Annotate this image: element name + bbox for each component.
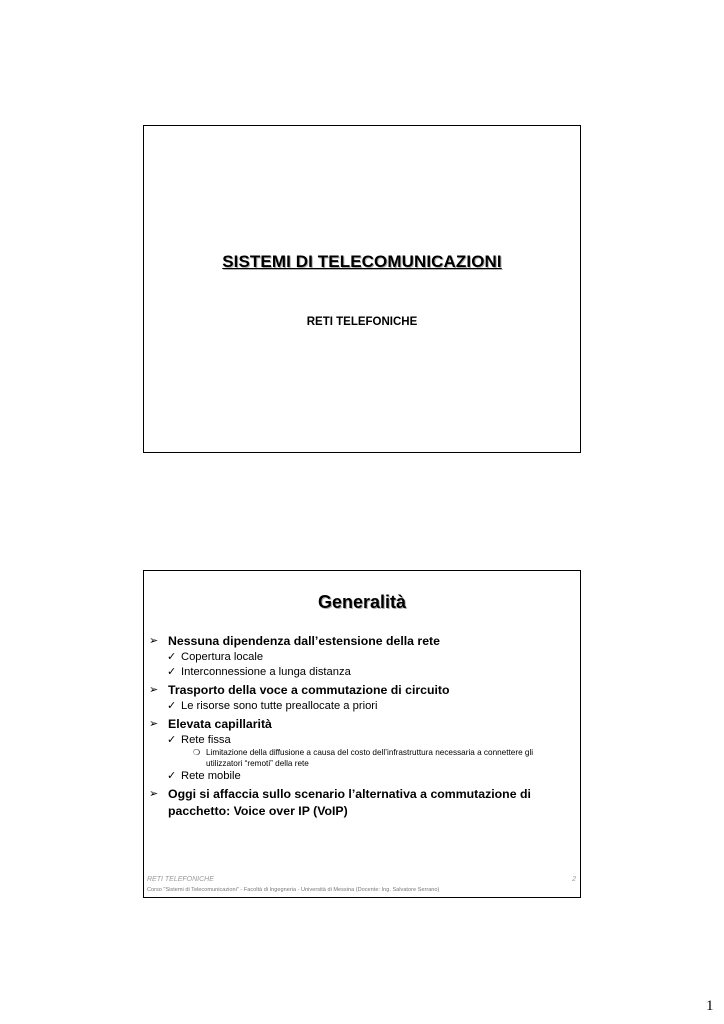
checkmark-icon: ✓ (167, 651, 177, 663)
circle-bullet-icon: ❍ (193, 748, 201, 757)
bullet-2-text: Trasporto della voce a commutazione di circuito (168, 683, 450, 697)
bullet-1-text: Nessuna dipendenza dall’estensione della rete (168, 634, 440, 648)
bullet-4-text: Oggi si affaccia sullo scenario l’alternativa a commutazione di pacchetto: Voice over IP (VoIP) (168, 787, 531, 818)
bullet-3 (149, 716, 570, 733)
bullet-3a-i (192, 748, 570, 769)
bullet-3a-text: Rete fissa (181, 734, 231, 746)
bullet-2a-text: Le risorse sono tutte preallocate a priori (181, 700, 378, 712)
slide-2 (143, 570, 581, 898)
bullet-3a (156, 733, 570, 748)
bullet-1 (149, 633, 570, 650)
bullet-2a (156, 699, 570, 714)
arrow-bullet-icon: ➢ (149, 684, 159, 696)
slide-number: 2 (572, 876, 576, 883)
checkmark-icon: ✓ (167, 770, 177, 782)
slide-2-content (149, 633, 570, 820)
bullet-3b (156, 769, 570, 784)
bullet-3b-text: Rete mobile (181, 770, 241, 782)
slide-1-subtitle: RETI TELEFONICHE (306, 316, 418, 328)
bullet-3-text: Elevata capillarità (168, 717, 272, 731)
bullet-3a-i-text: Limitazione della diffusione a causa del costo dell’infrastruttura necessaria a connettere gli utilizzatori “remoti” della rete (206, 748, 534, 768)
checkmark-icon: ✓ (167, 700, 177, 712)
bullet-1a (156, 650, 570, 665)
bullet-2 (149, 682, 570, 699)
slide-1-title: SISTEMI DI TELECOMUNICAZIONI (222, 252, 502, 271)
checkmark-icon: ✓ (167, 666, 177, 678)
bullet-1b (156, 665, 570, 680)
bullet-4 (149, 786, 570, 820)
checkmark-icon: ✓ (167, 734, 177, 746)
slide-footer-course: Corso "Sistemi di Telecomunicazioni" - Facoltà di Ingegneria - Università di Messina (Docente: Ing. Salvatore Serrano) (147, 887, 440, 893)
page-number: 1 (706, 998, 714, 1014)
slide-footer-title: RETI TELEFONICHE (147, 876, 214, 883)
arrow-bullet-icon: ➢ (149, 718, 159, 730)
slide-2-title: Generalità (317, 592, 407, 612)
bullet-1a-text: Copertura locale (181, 651, 264, 663)
arrow-bullet-icon: ➢ (149, 635, 159, 647)
bullet-1b-text: Interconnessione a lunga distanza (181, 666, 351, 678)
arrow-bullet-icon: ➢ (149, 788, 159, 800)
slide-1 (143, 125, 581, 453)
